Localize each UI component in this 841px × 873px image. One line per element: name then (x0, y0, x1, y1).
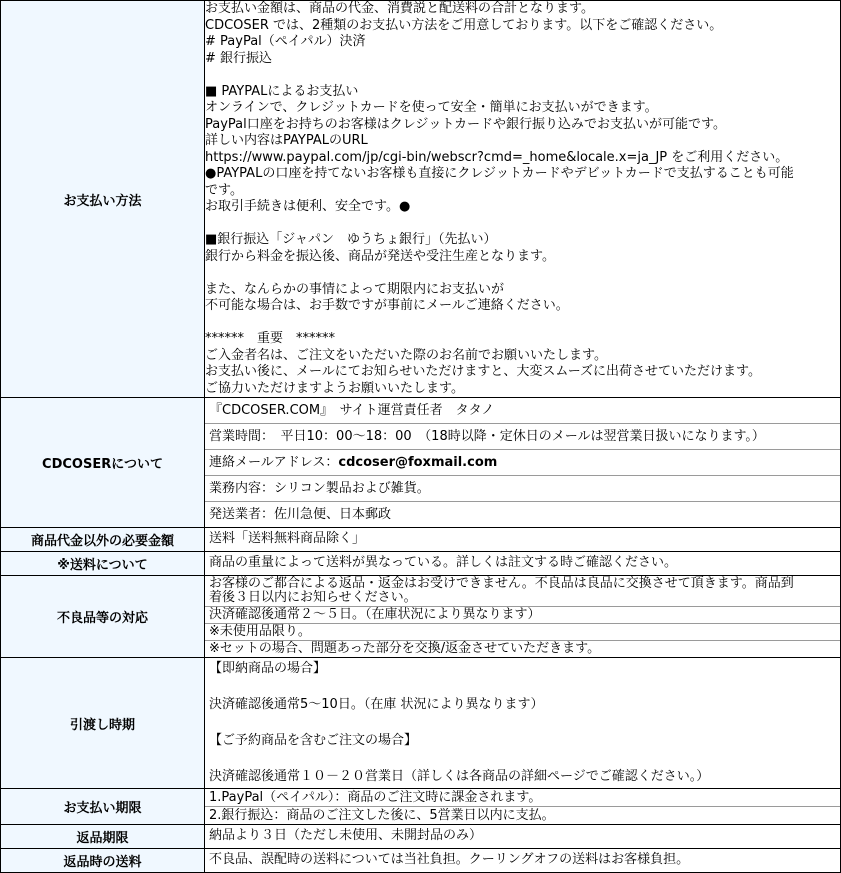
contact-email-label: 連絡メールアドレス： (209, 455, 339, 470)
paypal-deadline (205, 789, 840, 806)
text-line: 1.PayPal（ペイパル）：商品のご注文時に課金されます。 (209, 790, 542, 805)
text-line: ●PAYPALの口座を持てないお客様も直接にクレジットカードやデビットカードで支払することも可能 (205, 166, 794, 181)
row-payment-deadline (1, 789, 841, 825)
extra-fees-content (205, 528, 841, 552)
row-delivery (1, 658, 841, 789)
business-description-line: 業務内容：シリコン製品および雑貨。 (205, 475, 840, 501)
about-label: CDCOSERについて (1, 398, 205, 528)
defective-set-note (205, 640, 840, 657)
shipping-carrier-line: 発送業者：佐川急便、日本郵政 (205, 501, 840, 527)
text-line: 送料「送料無料商品除く」 (209, 531, 366, 546)
shipping-note-content (205, 552, 841, 576)
row-return-shipping (1, 849, 841, 873)
text-line: 銀行から料金を振込後、商品が発送や受注生産となります。 (205, 248, 555, 264)
text-line: CDCOSER では、2種類のお支払い方法をご用意しております。以下をご確認ください。 (205, 17, 723, 33)
payment-method-label: お支払い方法 (1, 1, 205, 398)
blank-line (209, 750, 836, 768)
text-line: 不良品、誤配時の送料については当社負担。クーリングオフの送料はお客様負担。 (209, 852, 690, 867)
defective-exchange-policy (205, 576, 840, 606)
text-line: ■ PAYPALによるお支払い (205, 83, 359, 99)
text-line: お客様のご都合による返品・返金はお受けできません。不良品は良品に交換させて頂きます。商品到 (209, 576, 794, 591)
text-line: お支払い後に、メールにてお知らせいただけますと、大変スムーズに出荷させていただけます。 (205, 364, 762, 379)
defective-processing-time (205, 606, 840, 623)
about-content (205, 398, 841, 528)
row-defective (1, 576, 841, 658)
text-line: 決済確認後通常２～５日。（在庫状況により異なります） (209, 607, 541, 622)
text-line: また、なんらかの事情によって期限内にお支払いが (205, 281, 505, 297)
blank-line (205, 265, 840, 282)
text-line: ※未使用品限り。 (209, 624, 311, 639)
shipping-note-label: ※送料について (1, 552, 205, 576)
text-line: ご入金者名は、ご注文をいただいた際のお名前でお願いいたします。 (205, 347, 607, 363)
text-line: ご協力いただけますようお願いいたします。 (205, 380, 464, 396)
text-line: 詳しい内容はPAYPALのURL (205, 133, 368, 148)
text-line: お支払い金額は、商品の代金、消費説と配送料の合計となります。 (205, 1, 594, 16)
blank-line (205, 67, 840, 84)
row-about (1, 398, 841, 528)
text-line: # PayPal（ペイパル）決済 (205, 34, 366, 49)
delivery-content (205, 658, 841, 789)
defective-label: 不良品等の対応 (1, 576, 205, 658)
blank-line (205, 315, 840, 332)
row-extra-fees (1, 528, 841, 552)
return-shipping-label: 返品時の送料 (1, 849, 205, 873)
bank-transfer-deadline (205, 806, 840, 824)
text-line: です。 (205, 182, 243, 198)
return-deadline-label: 返品期限 (1, 825, 205, 849)
text-line: 商品の重量によって送料が異なっている。詳しくは註文する時ご確認ください。 (209, 555, 678, 570)
payment-deadline-content (205, 789, 841, 825)
blank-line (205, 216, 840, 233)
text-line: ■銀行振込「ジャパン ゆうちょ銀行」（先払い） (205, 232, 497, 247)
text-line: 納品より３日（ただし未使用、未開封品のみ） (209, 828, 483, 843)
text-line: ※セットの場合、問題あった部分を交換/返金させていただきます。 (209, 641, 601, 656)
text-line: オンラインで、クレジットカードを使って安全・簡単にお支払いができます。 (205, 100, 658, 115)
row-return-deadline (1, 825, 841, 849)
text-line: 【ご予約商品を含むご注文の場合】 (209, 733, 418, 748)
text-line: PayPal口座をお持ちのお客様はクレジットカードや銀行振り込みでお支払いが可能です。 (205, 116, 726, 132)
defective-content (205, 576, 841, 658)
text-line: 着後３日以内にお知らせください。 (209, 590, 417, 605)
text-line: 不可能な場合は、お手数ですが事前にメールご連絡ください。 (205, 298, 569, 313)
defective-unused-note (205, 623, 840, 640)
business-hours-line: 営業時間： 平日10：00～18：00 （18時以降・定休日のメールは翌営業日扱いになります。） (205, 423, 840, 449)
text-line: 2.銀行振込：商品のご注文した後に、5営業日以内に支払。 (209, 808, 555, 823)
paypal-url-line: https://www.paypal.com/jp/cgi-bin/webscr?cmd=_home&locale.x=ja_JP をご利用ください。 (205, 149, 789, 165)
row-shipping-note (1, 552, 841, 576)
payment-method-content (205, 1, 841, 398)
text-line: 【即納商品の場合】 (209, 661, 327, 676)
text-line: 決済確認後通常5～10日。（在庫 状況により異なります） (209, 697, 544, 712)
text-line: 決済確認後通常１０－２０営業日（詳しくは各商品の詳細ページでご確認ください。） (209, 769, 710, 784)
text-line: お取引手続きは便利、安全です。● (205, 199, 411, 214)
blank-line (209, 714, 836, 732)
site-operator-line: 『CDCOSER.COM』 サイト運営責任者 タタノ (209, 403, 495, 418)
important-heading-line: ****** 重要 ****** (205, 331, 336, 346)
return-shipping-content (205, 849, 841, 873)
contact-email-value: cdcoser@foxmail.com (338, 455, 498, 470)
payment-deadline-label: お支払い期限 (1, 789, 205, 825)
delivery-label: 引渡し時期 (1, 658, 205, 789)
return-deadline-content (205, 825, 841, 849)
text-line: # 銀行振込 (205, 50, 273, 66)
row-payment-method (1, 1, 841, 398)
extra-fees-label: 商品代金以外の必要金額 (1, 528, 205, 552)
contact-email-line (205, 449, 840, 475)
blank-line (209, 678, 836, 696)
